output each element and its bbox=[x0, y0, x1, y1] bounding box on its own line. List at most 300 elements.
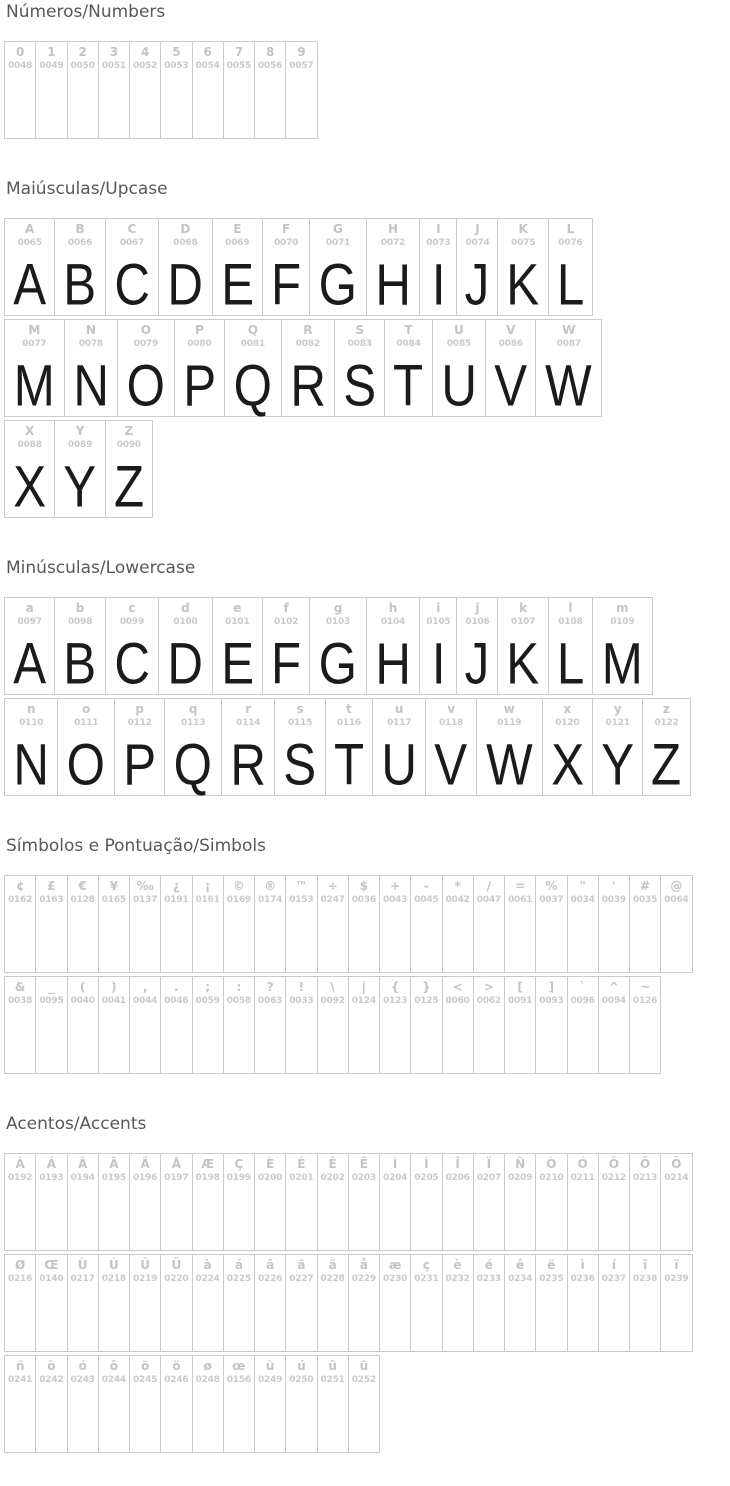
char-code: 0227 bbox=[289, 1274, 314, 1284]
char-label: L bbox=[566, 222, 575, 236]
char-code: 0084 bbox=[396, 339, 421, 349]
char-code: 0123 bbox=[383, 996, 408, 1006]
char-cell bbox=[536, 320, 602, 417]
char-glyph-area bbox=[227, 72, 251, 138]
section-accents bbox=[2, 1114, 730, 1453]
char-label: é bbox=[484, 1258, 493, 1272]
char-label: ä bbox=[328, 1258, 337, 1272]
char-label: Û bbox=[140, 1258, 150, 1272]
glyph-text: O bbox=[67, 731, 106, 798]
char-code: 0121 bbox=[605, 718, 630, 728]
char-cell bbox=[505, 1154, 536, 1251]
char-cell bbox=[348, 1154, 379, 1251]
char-code: 0069 bbox=[225, 238, 250, 248]
char-cell bbox=[105, 421, 152, 518]
char-label: Z bbox=[124, 424, 134, 438]
char-glyph-area bbox=[196, 1386, 220, 1452]
char-label: / bbox=[486, 879, 492, 893]
char-glyph-area bbox=[477, 1285, 501, 1351]
char-cell bbox=[317, 1255, 348, 1352]
char-glyph-area bbox=[171, 729, 215, 798]
char-code: 0224 bbox=[195, 1274, 220, 1284]
char-glyph-area bbox=[504, 628, 541, 697]
glyph-text: N bbox=[73, 352, 109, 419]
char-label: í bbox=[611, 1258, 616, 1272]
char-cell bbox=[161, 1255, 192, 1352]
char-code: 0232 bbox=[445, 1274, 470, 1284]
char-glyph-area bbox=[383, 906, 407, 972]
char-glyph-area bbox=[316, 249, 360, 318]
char-label: æ bbox=[388, 1258, 402, 1272]
char-glyph-area bbox=[196, 72, 220, 138]
char-glyph-area bbox=[219, 249, 256, 318]
char-glyph-area bbox=[477, 906, 501, 972]
char-label: û bbox=[328, 1359, 337, 1373]
char-cell bbox=[630, 977, 661, 1074]
char-cell bbox=[486, 320, 536, 417]
char-label: ú bbox=[297, 1359, 306, 1373]
char-label: ë bbox=[547, 1258, 556, 1272]
char-code: 0096 bbox=[570, 996, 595, 1006]
char-code: 0248 bbox=[195, 1375, 220, 1385]
char-label: { bbox=[390, 980, 400, 994]
char-glyph-area bbox=[196, 1007, 220, 1073]
char-label: i bbox=[436, 601, 441, 615]
char-glyph-area bbox=[383, 1285, 407, 1351]
glyph-text: P bbox=[123, 731, 157, 798]
char-label: 6 bbox=[203, 45, 212, 59]
character-table-row bbox=[5, 219, 593, 316]
char-cell bbox=[165, 699, 222, 796]
char-cell bbox=[630, 1154, 661, 1251]
char-cell bbox=[192, 1255, 223, 1352]
char-label: V bbox=[506, 323, 516, 337]
char-cell bbox=[348, 977, 379, 1074]
char-code: 0107 bbox=[511, 617, 536, 627]
char-label: l bbox=[568, 601, 573, 615]
char-label: _ bbox=[48, 980, 55, 994]
char-glyph-area bbox=[555, 628, 586, 697]
char-code: 0191 bbox=[164, 895, 189, 905]
character-table bbox=[4, 319, 602, 417]
char-cell bbox=[161, 977, 192, 1074]
char-label: # bbox=[640, 879, 651, 893]
char-code: 0112 bbox=[127, 718, 152, 728]
char-code: 0197 bbox=[164, 1173, 189, 1183]
section-title-numbers: Números/Numbers bbox=[6, 2, 166, 22]
char-cell bbox=[255, 1356, 286, 1453]
char-label: ! bbox=[298, 980, 305, 994]
char-code: 0048 bbox=[8, 61, 33, 71]
char-code: 0102 bbox=[273, 617, 299, 627]
char-glyph-area bbox=[258, 1386, 282, 1452]
char-glyph-area bbox=[414, 1007, 438, 1073]
char-cell bbox=[225, 320, 282, 417]
char-glyph-area bbox=[102, 906, 126, 972]
char-label: A bbox=[25, 222, 35, 236]
char-glyph-area bbox=[8, 1007, 32, 1073]
char-code: 0220 bbox=[164, 1274, 189, 1284]
char-label: P bbox=[194, 323, 204, 337]
char-code: 0218 bbox=[101, 1274, 126, 1284]
char-glyph-area bbox=[8, 906, 32, 972]
char-glyph-area bbox=[227, 1386, 251, 1452]
char-glyph-area bbox=[71, 1386, 95, 1452]
char-glyph-area bbox=[446, 1184, 470, 1250]
char-label: [ bbox=[517, 980, 523, 994]
glyph-text: U bbox=[381, 731, 417, 798]
char-glyph-area bbox=[439, 350, 479, 419]
char-glyph-area bbox=[39, 72, 63, 138]
char-glyph-area bbox=[133, 1386, 157, 1452]
char-code: 0061 bbox=[508, 895, 533, 905]
char-label: f bbox=[283, 601, 289, 615]
char-code: 0205 bbox=[414, 1173, 439, 1183]
char-label: & bbox=[14, 980, 26, 994]
char-code: 0210 bbox=[539, 1173, 564, 1183]
char-cell bbox=[255, 977, 286, 1074]
glyph-text: L bbox=[556, 251, 585, 318]
char-cell bbox=[5, 1154, 36, 1251]
char-code: 0128 bbox=[70, 895, 95, 905]
char-label: w bbox=[503, 702, 515, 716]
char-glyph-area bbox=[664, 906, 688, 972]
char-glyph-area bbox=[61, 249, 98, 318]
char-cell bbox=[598, 1255, 629, 1352]
character-table-row bbox=[5, 598, 653, 695]
char-glyph-area bbox=[102, 72, 126, 138]
char-glyph-area bbox=[8, 1184, 32, 1250]
char-glyph-area bbox=[227, 1007, 251, 1073]
char-cell bbox=[505, 876, 536, 973]
char-code: 0100 bbox=[173, 617, 198, 627]
char-code: 0104 bbox=[380, 617, 406, 627]
char-glyph-area bbox=[602, 1184, 626, 1250]
char-cell bbox=[98, 977, 129, 1074]
char-code: 0251 bbox=[320, 1375, 345, 1385]
char-code: 0070 bbox=[273, 238, 299, 248]
char-cell bbox=[385, 320, 432, 417]
char-cell bbox=[473, 876, 504, 973]
char-glyph-area bbox=[352, 1386, 376, 1452]
glyph-text: O bbox=[126, 352, 166, 419]
char-cell bbox=[411, 1255, 442, 1352]
char-cell bbox=[36, 977, 67, 1074]
char-label: Æ bbox=[201, 1157, 215, 1171]
char-code: 0237 bbox=[601, 1274, 626, 1284]
char-label: Í bbox=[424, 1157, 429, 1171]
glyph-text: M bbox=[13, 352, 55, 419]
char-cell bbox=[174, 320, 224, 417]
char-label: + bbox=[390, 879, 401, 893]
char-code: 0207 bbox=[476, 1173, 501, 1183]
char-label: c bbox=[128, 601, 136, 615]
char-glyph-area bbox=[602, 1007, 626, 1073]
char-label: ) bbox=[111, 980, 117, 994]
char-glyph-area bbox=[164, 1184, 188, 1250]
char-cell bbox=[36, 876, 67, 973]
char-cell bbox=[335, 320, 385, 417]
char-cell bbox=[5, 699, 58, 796]
char-code: 0250 bbox=[289, 1375, 314, 1385]
char-cell bbox=[36, 1255, 67, 1352]
char-label: ( bbox=[79, 980, 86, 994]
char-glyph-area bbox=[165, 628, 205, 697]
char-cell bbox=[593, 699, 643, 796]
char-glyph-area bbox=[219, 628, 256, 697]
char-cell bbox=[262, 219, 309, 316]
char-code: 0203 bbox=[351, 1173, 376, 1183]
char-label: å bbox=[359, 1258, 368, 1272]
char-code: 0243 bbox=[70, 1375, 95, 1385]
glyph-text: C bbox=[114, 630, 150, 697]
char-cell bbox=[67, 876, 98, 973]
char-code: 0193 bbox=[39, 1173, 64, 1183]
char-glyph-area bbox=[542, 350, 595, 419]
char-label: 2 bbox=[78, 45, 87, 59]
char-label: S bbox=[355, 323, 365, 337]
char-glyph-area bbox=[483, 729, 536, 798]
char-glyph-area bbox=[181, 350, 218, 419]
char-cell bbox=[567, 1154, 598, 1251]
char-glyph-area bbox=[39, 1386, 63, 1452]
char-label: ù bbox=[265, 1359, 275, 1373]
char-code: 0063 bbox=[258, 996, 283, 1006]
glyph-text: B bbox=[63, 630, 97, 697]
char-code: 0214 bbox=[664, 1173, 689, 1183]
char-cell bbox=[598, 977, 629, 1074]
char-cell bbox=[221, 699, 274, 796]
char-label: É bbox=[297, 1157, 306, 1171]
char-label: ™ bbox=[295, 879, 308, 893]
char-code: 0097 bbox=[17, 617, 42, 627]
char-glyph-area bbox=[539, 1184, 563, 1250]
char-label: k bbox=[519, 601, 528, 615]
char-code: 0235 bbox=[539, 1274, 564, 1284]
char-label: " bbox=[579, 879, 586, 893]
char-code: 0055 bbox=[226, 61, 251, 71]
char-code: 0042 bbox=[445, 895, 470, 905]
char-label: ‰ bbox=[136, 879, 154, 893]
char-cell bbox=[55, 219, 105, 316]
char-cell bbox=[380, 876, 411, 973]
char-cell bbox=[275, 699, 325, 796]
char-cell bbox=[598, 1154, 629, 1251]
char-glyph-area bbox=[602, 906, 626, 972]
char-code: 0073 bbox=[426, 238, 451, 248]
char-code: 0089 bbox=[67, 440, 93, 450]
char-cell bbox=[366, 219, 419, 316]
char-code: 0068 bbox=[173, 238, 198, 248]
char-glyph-area bbox=[664, 1285, 688, 1351]
char-code: 0241 bbox=[8, 1375, 33, 1385]
char-glyph-area bbox=[379, 729, 419, 798]
char-glyph-area bbox=[508, 1285, 532, 1351]
char-glyph-area bbox=[321, 1386, 345, 1452]
char-cell bbox=[542, 699, 592, 796]
char-glyph-area bbox=[71, 1184, 95, 1250]
char-code: 0233 bbox=[476, 1274, 501, 1284]
char-glyph-area bbox=[352, 1285, 376, 1351]
glyph-text: A bbox=[13, 630, 47, 697]
character-table bbox=[4, 976, 661, 1074]
glyph-text: M bbox=[601, 630, 643, 697]
char-label: Ï bbox=[486, 1157, 492, 1171]
glyph-text: R bbox=[290, 352, 326, 419]
char-cell bbox=[598, 876, 629, 973]
char-code: 0252 bbox=[351, 1375, 376, 1385]
char-glyph-area bbox=[446, 1285, 470, 1351]
glyph-text: H bbox=[375, 251, 411, 318]
char-glyph-area bbox=[316, 628, 360, 697]
char-label: 3 bbox=[109, 45, 119, 59]
char-glyph-area bbox=[289, 906, 313, 972]
char-glyph-area bbox=[164, 1386, 188, 1452]
char-code: 0165 bbox=[101, 895, 126, 905]
char-glyph-area bbox=[258, 72, 282, 138]
char-cell bbox=[473, 1154, 504, 1251]
char-code: 0109 bbox=[610, 617, 635, 627]
char-code: 0192 bbox=[8, 1173, 33, 1183]
char-cell bbox=[380, 977, 411, 1074]
char-code: 0194 bbox=[70, 1173, 95, 1183]
char-glyph-area bbox=[102, 1007, 126, 1073]
char-glyph-area bbox=[8, 1386, 32, 1452]
char-cell bbox=[473, 977, 504, 1074]
char-cell bbox=[348, 1356, 379, 1453]
char-label: ® bbox=[264, 879, 277, 893]
char-glyph-area bbox=[414, 906, 438, 972]
char-label: Y bbox=[75, 424, 85, 438]
character-table bbox=[4, 597, 653, 695]
char-code: 0093 bbox=[539, 996, 564, 1006]
char-code: 0044 bbox=[133, 996, 158, 1006]
char-code: 0054 bbox=[195, 61, 220, 71]
char-label: | bbox=[361, 980, 367, 994]
char-cell bbox=[5, 42, 36, 139]
char-cell bbox=[192, 1154, 223, 1251]
char-code: 0113 bbox=[181, 718, 206, 728]
char-glyph-area bbox=[633, 1285, 657, 1351]
char-glyph-area bbox=[196, 906, 220, 972]
char-label: Ì bbox=[392, 1157, 398, 1171]
char-cell bbox=[420, 598, 457, 695]
char-cell bbox=[317, 1154, 348, 1251]
char-glyph-area bbox=[165, 249, 205, 318]
glyph-text: Y bbox=[601, 731, 635, 798]
char-code: 0077 bbox=[22, 339, 47, 349]
char-label: Ó bbox=[577, 1157, 588, 1171]
glyph-text: G bbox=[318, 630, 358, 697]
char-code: 0059 bbox=[195, 996, 220, 1006]
char-code: 0219 bbox=[133, 1274, 158, 1284]
char-cell bbox=[192, 42, 223, 139]
character-table bbox=[4, 875, 693, 973]
char-code: 0082 bbox=[295, 339, 320, 349]
char-code: 0238 bbox=[633, 1274, 658, 1284]
glyph-text: X bbox=[550, 731, 584, 798]
char-code: 0231 bbox=[414, 1274, 439, 1284]
char-code: 0057 bbox=[289, 61, 314, 71]
glyph-text: I bbox=[431, 630, 446, 697]
char-cell bbox=[161, 876, 192, 973]
char-glyph-area bbox=[373, 249, 413, 318]
char-glyph-area bbox=[231, 350, 275, 419]
char-glyph-area bbox=[289, 1184, 313, 1250]
char-glyph-area bbox=[446, 1007, 470, 1073]
char-cell bbox=[98, 42, 129, 139]
char-glyph-area bbox=[71, 1285, 95, 1351]
char-label: \ bbox=[330, 980, 335, 994]
char-label: ¿ bbox=[172, 879, 180, 893]
character-table bbox=[4, 1153, 693, 1251]
char-cell bbox=[98, 876, 129, 973]
char-label: B bbox=[75, 222, 85, 236]
char-cell bbox=[567, 876, 598, 973]
char-label: î bbox=[643, 1258, 648, 1272]
char-code: 0040 bbox=[70, 996, 95, 1006]
character-table bbox=[4, 218, 593, 316]
char-glyph-area bbox=[383, 1184, 407, 1250]
char-code: 0075 bbox=[511, 238, 536, 248]
char-label: Â bbox=[77, 1157, 88, 1171]
char-code: 0120 bbox=[555, 718, 580, 728]
character-table bbox=[4, 420, 153, 518]
char-code: 0140 bbox=[39, 1274, 64, 1284]
char-cell bbox=[5, 320, 65, 417]
char-glyph-area bbox=[164, 1007, 188, 1073]
char-cell bbox=[223, 876, 254, 973]
glyph-text: N bbox=[13, 731, 50, 798]
char-code: 0196 bbox=[133, 1173, 158, 1183]
char-label: < bbox=[452, 980, 463, 994]
char-code: 0094 bbox=[601, 996, 626, 1006]
char-code: 0072 bbox=[380, 238, 406, 248]
char-glyph-area bbox=[649, 729, 683, 798]
glyph-text: A bbox=[13, 251, 47, 318]
char-cell bbox=[661, 1154, 692, 1251]
char-label: ? bbox=[266, 980, 274, 994]
char-glyph-area bbox=[8, 72, 32, 138]
char-code: 0087 bbox=[556, 339, 581, 349]
char-label: 7 bbox=[234, 45, 244, 59]
char-code: 0169 bbox=[226, 895, 251, 905]
char-cell bbox=[442, 876, 473, 973]
glyph-text: E bbox=[220, 630, 254, 697]
char-code: 0036 bbox=[351, 895, 376, 905]
char-glyph-area bbox=[227, 1184, 251, 1250]
char-code: 0209 bbox=[508, 1173, 533, 1183]
char-cell bbox=[5, 876, 36, 973]
char-code: 0199 bbox=[226, 1173, 251, 1183]
char-glyph-area bbox=[258, 906, 282, 972]
char-cell bbox=[130, 42, 161, 139]
char-code: 0092 bbox=[320, 996, 345, 1006]
char-label: Ã bbox=[109, 1157, 119, 1171]
font-character-map bbox=[2, 2, 730, 1453]
char-label: Õ bbox=[640, 1157, 651, 1171]
char-glyph-area bbox=[414, 1285, 438, 1351]
char-label: â bbox=[266, 1258, 275, 1272]
char-code: 0239 bbox=[664, 1274, 689, 1284]
glyph-text: V bbox=[494, 352, 528, 419]
char-cell bbox=[159, 598, 212, 695]
char-code: 0080 bbox=[187, 339, 212, 349]
char-label: Q bbox=[247, 323, 258, 337]
char-label: z bbox=[662, 702, 670, 716]
char-label: H bbox=[387, 222, 399, 236]
char-glyph-area bbox=[112, 249, 152, 318]
